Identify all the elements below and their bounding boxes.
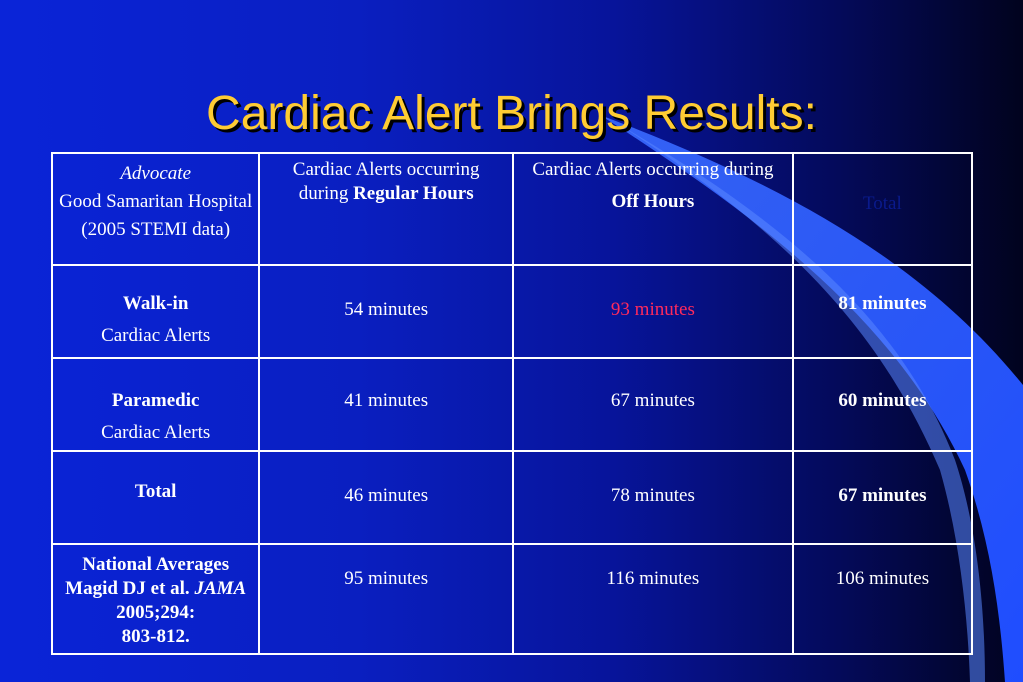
header-regular-hours xyxy=(259,153,513,265)
citation-pages: 803-812. xyxy=(121,626,190,647)
cell-regular: 54 minutes xyxy=(259,265,513,358)
results-table xyxy=(51,152,973,655)
row-label-total: Total xyxy=(134,481,177,502)
header-off-hours xyxy=(513,153,793,265)
row-label-cell xyxy=(52,451,259,544)
cell-regular: 41 minutes xyxy=(259,358,513,451)
header-regular-text: Cardiac Alerts occurring during xyxy=(292,159,480,204)
cell-total: 81 minutes xyxy=(793,265,972,358)
row-label-cell xyxy=(52,358,259,451)
cell-total: 60 minutes xyxy=(793,358,972,451)
header-off-bold: Off Hours xyxy=(611,191,695,212)
slide-title: Cardiac Alert Brings Results: xyxy=(206,87,817,140)
cell-off-highlight: 93 minutes xyxy=(513,265,793,358)
header-regular-bold: Regular Hours xyxy=(353,183,474,204)
row-label-sub: Cardiac Alerts xyxy=(101,325,211,346)
table-row-national xyxy=(52,544,972,654)
table-row xyxy=(52,265,972,358)
row-label-cell xyxy=(52,265,259,358)
cell-off: 67 minutes xyxy=(513,358,793,451)
cell-off: 78 minutes xyxy=(513,451,793,544)
corner-hospital: Good Samaritan Hospital xyxy=(59,191,253,212)
table-row xyxy=(52,451,972,544)
corner-cell xyxy=(52,153,259,265)
national-averages-label: National Averages xyxy=(82,554,230,575)
table-row xyxy=(52,358,972,451)
table-header-row xyxy=(52,153,972,265)
header-total: Total xyxy=(793,153,972,265)
national-citation xyxy=(59,577,252,601)
header-off-text: Cardiac Alerts occurring during xyxy=(532,159,774,180)
row-label-sub: Cardiac Alerts xyxy=(101,422,211,443)
row-label-paramedic: Paramedic xyxy=(111,390,200,411)
cell-total: 106 minutes xyxy=(793,544,972,654)
cell-regular: 46 minutes xyxy=(259,451,513,544)
citation-volume: 2005;294: xyxy=(116,602,196,623)
citation-journal: JAMA xyxy=(194,578,247,599)
national-label-cell xyxy=(52,544,259,654)
corner-data-note: (2005 STEMI data) xyxy=(81,219,231,240)
row-label-walk-in: Walk-in xyxy=(122,293,189,314)
citation-author: Magid DJ et al. xyxy=(65,578,195,599)
cell-regular: 95 minutes xyxy=(259,544,513,654)
cell-total: 67 minutes xyxy=(793,451,972,544)
cell-off: 116 minutes xyxy=(513,544,793,654)
corner-advocate: Advocate xyxy=(120,163,192,184)
